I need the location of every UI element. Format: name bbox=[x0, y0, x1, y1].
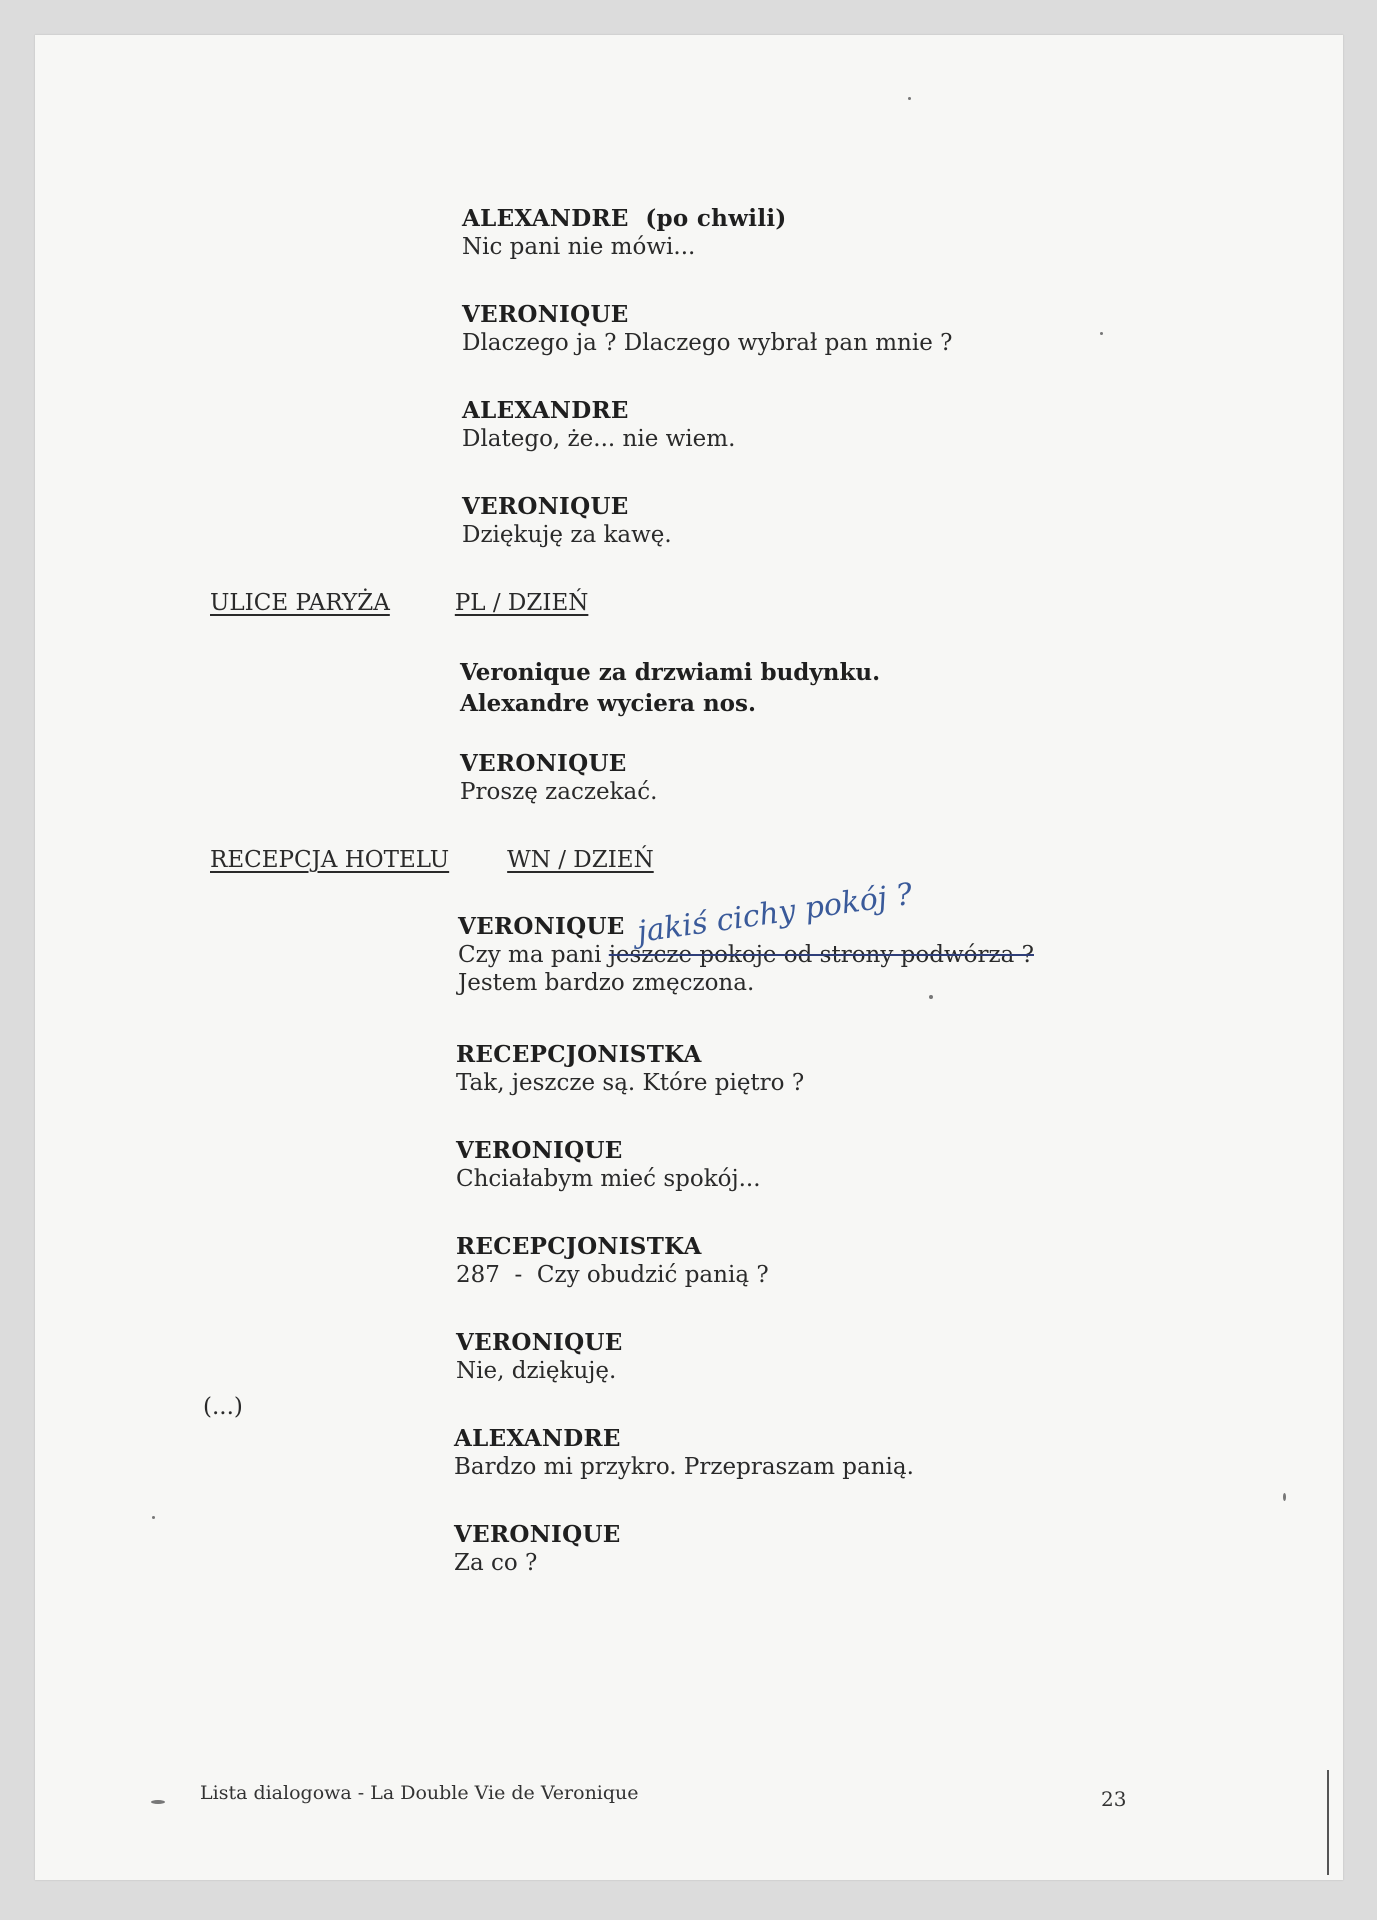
speaker-name: RECEPCJONISTKA bbox=[456, 1041, 702, 1068]
dialogue-block bbox=[462, 493, 672, 548]
action-line: Alexandre wyciera nos. bbox=[460, 690, 756, 717]
speaker-name: VERONIQUE bbox=[462, 301, 629, 328]
speaker-name: VERONIQUE bbox=[458, 913, 625, 940]
scene-place: RECEPCJA HOTELU bbox=[210, 847, 450, 873]
dialogue-block bbox=[456, 1233, 769, 1288]
document-page bbox=[35, 35, 1343, 1880]
scene-heading bbox=[210, 590, 588, 616]
ellipsis-mark: (...) bbox=[203, 1394, 243, 1420]
page-number: 23 bbox=[1101, 1787, 1127, 1811]
speaker-name: ALEXANDRE bbox=[462, 397, 629, 424]
scan-speck bbox=[929, 995, 933, 999]
scene-setting: PL / DZIEŃ bbox=[454, 590, 589, 616]
scan-speck bbox=[908, 97, 911, 100]
footer-title: Lista dialogowa - La Double Vie de Veronique bbox=[200, 1782, 639, 1804]
dialogue-block bbox=[462, 205, 787, 260]
scene-heading bbox=[210, 847, 654, 873]
speaker-name: ALEXANDRE bbox=[454, 1425, 621, 1452]
speaker-name: RECEPCJONISTKA bbox=[456, 1233, 702, 1260]
dialogue-line: Dziękuję za kawę. bbox=[462, 522, 672, 548]
speaker-name: ALEXANDRE (po chwili) bbox=[462, 205, 787, 232]
dialogue-line: Tak, jeszcze są. Które piętro ? bbox=[456, 1070, 805, 1096]
speaker-name: VERONIQUE bbox=[462, 493, 629, 520]
speaker-name: VERONIQUE bbox=[456, 1137, 623, 1164]
dialogue-line: Jestem bardzo zmęczona. bbox=[458, 970, 755, 996]
dialogue-line: Dlatego, że... nie wiem. bbox=[462, 426, 736, 452]
dialogue-line: Chciałabym mieć spokój... bbox=[456, 1166, 761, 1192]
scan-speck bbox=[151, 1800, 165, 1804]
dialogue-line: Nie, dziękuję. bbox=[456, 1358, 617, 1384]
scan-edge-line bbox=[1327, 1770, 1329, 1875]
dialogue-block bbox=[454, 1425, 914, 1480]
dialogue-block bbox=[462, 397, 735, 452]
dialogue-block bbox=[456, 1041, 804, 1096]
scan-speck bbox=[152, 1516, 155, 1519]
dialogue-line: Czy ma pani jeszcze pokoje od strony podwórza ? bbox=[458, 942, 1034, 968]
speaker-name: VERONIQUE bbox=[454, 1521, 621, 1548]
dialogue-block bbox=[460, 750, 657, 805]
handwritten-annotation: jakiś cichy pokój ? bbox=[635, 876, 915, 950]
scene-setting: WN / DZIEŃ bbox=[507, 847, 654, 873]
scan-speck bbox=[1283, 1493, 1286, 1501]
scene-place: ULICE PARYŻA bbox=[210, 590, 390, 616]
dialogue-line: Za co ? bbox=[454, 1550, 538, 1576]
speaker-name: VERONIQUE bbox=[456, 1329, 623, 1356]
dialogue-block bbox=[456, 1137, 761, 1192]
dialogue-block bbox=[454, 1521, 621, 1576]
dialogue-block bbox=[462, 301, 952, 356]
dialogue-block bbox=[456, 1329, 623, 1384]
dialogue-line: 287 - Czy obudzić panią ? bbox=[456, 1262, 769, 1288]
speaker-name: VERONIQUE bbox=[460, 750, 627, 777]
dialogue-line: Dlaczego ja ? Dlaczego wybrał pan mnie ? bbox=[462, 330, 953, 356]
scan-speck bbox=[1100, 332, 1103, 335]
dialogue-line: Bardzo mi przykro. Przepraszam panią. bbox=[454, 1454, 914, 1480]
action-description bbox=[460, 657, 880, 719]
dialogue-line: Proszę zaczekać. bbox=[460, 779, 658, 805]
dialogue-line: Nic pani nie mówi... bbox=[462, 234, 696, 260]
action-line: Veronique za drzwiami budynku. bbox=[460, 659, 881, 686]
struck-text: jeszcze pokoje od strony podwórza ? bbox=[608, 942, 1034, 968]
